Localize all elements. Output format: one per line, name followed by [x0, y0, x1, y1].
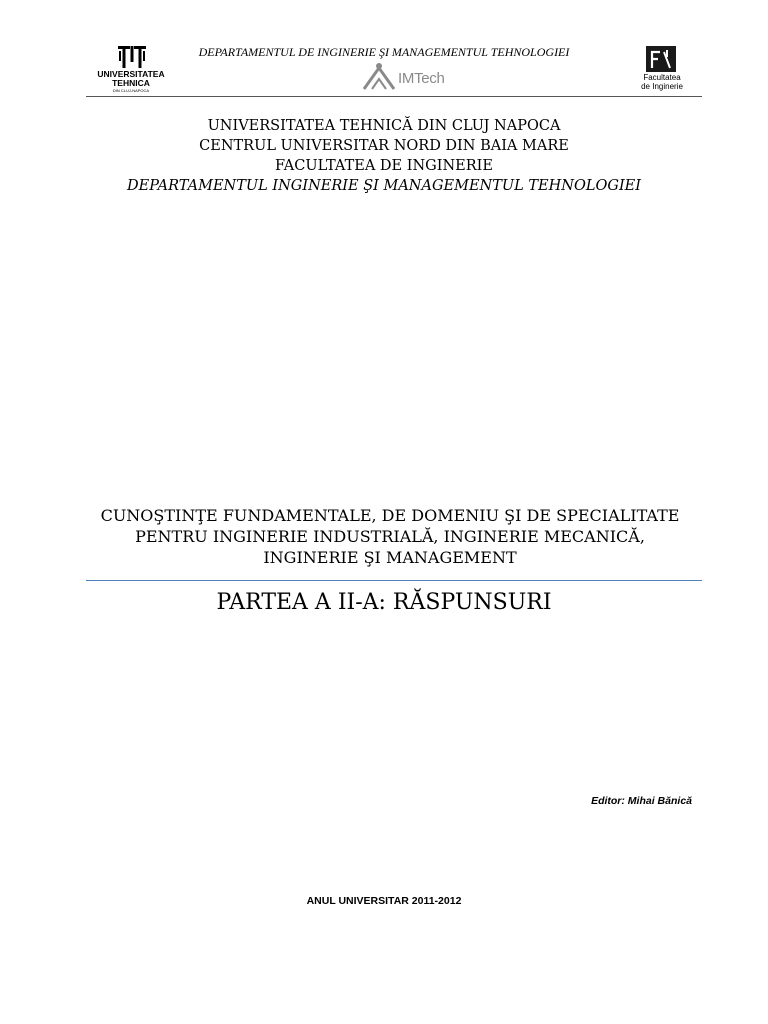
title-line-1: CUNOŞTINŢE FUNDAMENTALE, DE DOMENIU ŞI DE SPECIALITATE	[100, 506, 680, 525]
header-department: DEPARTAMENTUL DE INGINERIE ŞI MANAGEMENTUL TEHNOLOGIEI	[198, 45, 570, 59]
imtech-logo-text: IMTech	[398, 70, 445, 87]
faculty-logo-icon	[646, 46, 676, 72]
faculty-logo-text	[636, 74, 688, 91]
institution-center: CENTRUL UNIVERSITAR NORD DIN BAIA MARE	[199, 138, 569, 154]
academic-year: ANUL UNIVERSITAR 2011-2012	[306, 895, 462, 907]
imtech-logo	[362, 62, 454, 92]
faculty-logo-line1: Facultatea	[643, 73, 681, 82]
faculty-logo	[636, 46, 692, 94]
institution-department: DEPARTAMENTUL INGINERIE ŞI MANAGEMENTUL TEHNOLOGIEI	[127, 178, 641, 194]
document-title	[60, 505, 720, 568]
title-line-2: PENTRU INGINERIE INDUSTRIALĂ, INGINERIE MECANICĂ,	[135, 527, 645, 546]
editor: Editor: Mihai Bănică	[591, 795, 692, 807]
institution-faculty: FACULTATEA DE INGINERIE	[275, 158, 493, 174]
university-logo-icon	[118, 46, 146, 68]
title-line-3: INGINERIE ŞI MANAGEMENT	[263, 548, 517, 567]
university-logo-sub: DIN CLUJ-NAPOCA	[112, 88, 150, 93]
imtech-logo-icon	[362, 62, 396, 90]
faculty-logo-line2: de Inginerie	[641, 81, 683, 91]
university-logo-name: UNIVERSITATEA TEHNICA	[97, 69, 165, 88]
title-rule	[86, 580, 702, 581]
institution-university: UNIVERSITATEA TEHNICĂ DIN CLUJ NAPOCA	[207, 118, 561, 134]
university-logo	[88, 46, 174, 94]
header-divider	[86, 96, 702, 97]
part-title: PARTEA A II-A: RĂSPUNSURI	[216, 590, 552, 615]
